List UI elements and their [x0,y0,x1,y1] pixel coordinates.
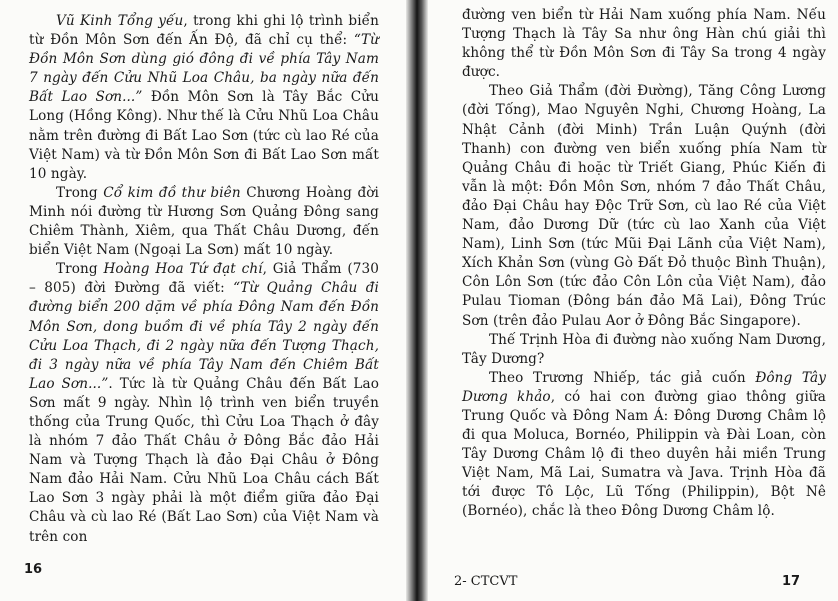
paragraph [462,369,826,522]
page-number-left: 16 [24,562,43,577]
quote-span: “Từ Quảng Châu đi đường biển 200 dặm về phía Đông Nam đến Đồn Môn Sơn, dong buồm đi về phía Tây 2 ngày đến Cửu Loa Thạch, đi 2 ngày nữa đến Tượng Thạch, đi 3 ngày nữa về phía Tây Nam đến Chiêm Bất Lao Sơn...” [29,280,379,392]
right-page [424,0,838,601]
italic-span: Đông Tây Dương khảo [462,369,827,405]
italic-span: Cổ kim đồ thư biên [103,184,241,201]
paragraph [29,260,379,546]
text-span: Đồn Môn Sơn là Tây Bắc Cửu Long (Hồng Kông). Như thế là Cửu Nhũ Loa Châu nằm trên đường đi Bất Lao Sơn (tức cù lao Ré của Việt Nam) và từ Đồn Môn Sơn đi Bất Lao Sơn mất 10 ngày. [29,89,380,182]
quote-span: “Từ Đồn Môn Sơn dùng gió đông đi về phía Tây Nam 7 ngày đến Cửu Nhũ Loa Châu, ba ngày nữa đến Bất Lao Sơn...” [29,32,379,106]
italic-span: Vũ Kinh Tổng yếu [56,13,184,29]
italic-span: Hoàng Hoa Tứ đạt chí [103,261,263,278]
signature-mark: 2- CTCVT [454,574,518,589]
book-spine [406,0,428,601]
text-span: đường ven biển từ Hải Nam xuống phía Nam. Nếu Tượng Thạch là Tây Sa như ông Hàn chú giải thì không thể từ Đồn Môn Sơn đi Tây Sa trong 4 ngày được. [462,7,826,81]
right-page-text [462,6,826,522]
text-span: Theo Trương Nhiếp, tác giả cuốn [489,369,756,386]
text-span: . Tức là từ Quảng Châu đến Bất Lao Sơn mất 9 ngày. Nhìn lộ trình ven biển truyền thống của Trung Quốc, thì Cửu Loa Thạch ở đây là nhóm 7 đảo Thất Châu ở Đông Bắc đảo Hải Nam và Tượng Thạch là đảo Đại Châu ở Đông Nam đảo Hải Nam. Cửu Nhũ Loa Châu cách Bất Lao Sơn 3 ngày phải là một điểm giữa đảo Đại Châu và cù lao Ré (Bất Lao Sơn) của Việt Nam và trên con [29,375,379,545]
paragraph [462,6,826,82]
text-span: , có hai con đường giao thông giữa Trung Quốc và Đông Nam Á: Đông Dương Châm lộ đi qua Moluca, Bornéo, Philippin và Đài Loan, còn Tây Dương Châm lộ đi theo duyên hải miền Trung Việt Nam, Mã Lai, Sumatra và Java. Trịnh Hòa đã tới được Tô Lộc, Lũ Tống (Philippin), Bột Nê (Bornéo), chắc là theo Đông Dương Châm lộ. [462,388,826,520]
page-number-right: 17 [782,574,801,589]
text-span: Chương Hoàng đời Minh nói đường từ Hương Sơn Quảng Đông sang Chiêm Thành, Xiêm, qua Thất Châu Dương, đến biển Việt Nam (Ngoại La Sơn) mất 10 ngày. [29,184,379,259]
left-page [0,0,412,601]
paragraph [462,82,826,330]
left-page-text [29,12,379,547]
paragraph [29,12,379,184]
text-span: Trong [56,184,104,201]
text-span: Theo Giả Thẩm (đời Đường), Tăng Công Lương (đời Tống), Mao Nguyên Nghi, Chương Hoàng, La Nhật Cảnh (đời Minh) Trần Luận Quýnh (đời Thanh) con đường ven biển xuống phía Nam từ Quảng Châu đi hoặc từ Triết Giang, Phúc Kiến đi vẫn là một: Đồn Môn Sơn, nhóm 7 đảo Thất Châu, đảo Đại Châu hay Độc Trữ Sơn, cù lao Ré của Việt Nam, đảo Dương Dữ (tức cù lao Xanh của Việt Nam), Linh Sơn (tức Mũi Đại Lãnh của Việt Nam), Xích Khản Sơn (vùng Gò Đất Đỏ thuộc Bình Thuận), Côn Lôn Sơn (tức đảo Côn Lôn của Việt Nam), đảo Pulau Tioman (Đông bán đảo Mã Lai), Đông Trúc Sơn (trên đảo Pulau Aor ở Đông Bắc Singapore). [462,83,826,329]
paragraph [29,184,379,260]
text-span: Trong [56,261,104,278]
paragraph [462,331,826,369]
text-span: Thế Trịnh Hòa đi đường nào xuống Nam Dương, Tây Dương? [462,331,826,367]
text-span: , trong khi ghi lộ trình biển từ Đồn Môn Sơn đến Ấn Độ, đã chỉ cụ thể: [29,13,379,49]
text-span: , Giả Thẩm (730 – 805) đời Đường đã viết: [29,261,379,297]
